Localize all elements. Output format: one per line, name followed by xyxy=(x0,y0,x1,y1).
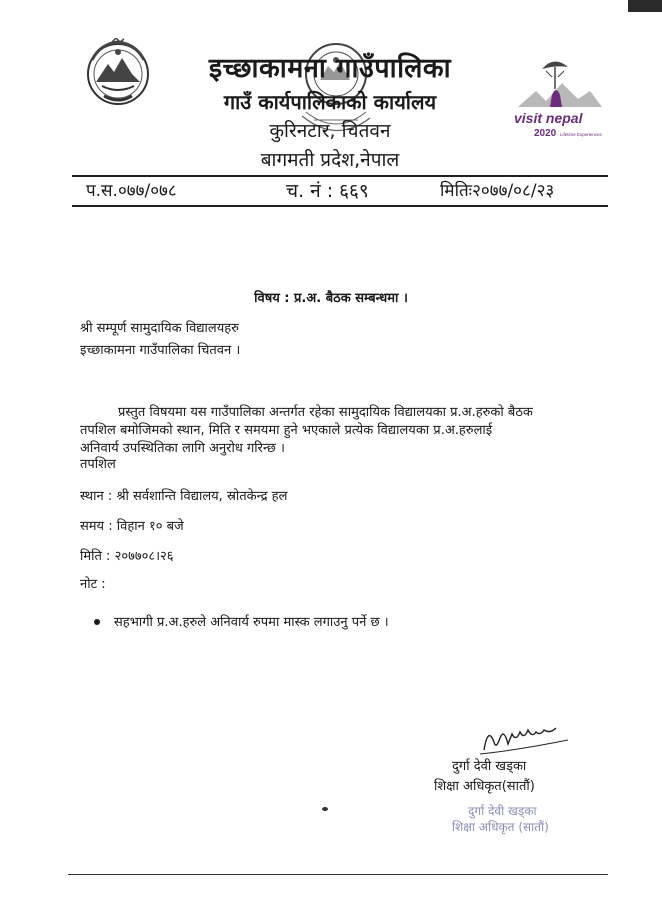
office-address: कुरिनटार, चितवन xyxy=(269,120,391,142)
letter-date: मितिः२०७७/०८/२३ xyxy=(440,181,555,201)
reference-bottom-rule xyxy=(72,205,608,207)
details-heading: तपशिल xyxy=(80,457,116,472)
meeting-date: मिति : २०७७०८।२६ xyxy=(80,549,174,564)
logo-year: 2020 xyxy=(534,128,557,139)
ink-speck xyxy=(322,807,328,811)
paragraph-line-2: तपशिल बमोजिमको स्थान, मिति र समयमा हुने भएकाले प्रत्येक विद्यालयका प्र.अ.हरुलाई xyxy=(80,423,493,438)
bullet-icon xyxy=(94,619,100,625)
paragraph-line-3: अनिवार्य उपस्थितिका लागि अनुरोध गरिन्छ । xyxy=(80,441,285,456)
footer-rule xyxy=(68,874,608,875)
dispatch-number: च. नं : ६६९ xyxy=(286,180,369,202)
municipality-name: इच्छाकामना गाउँपालिका xyxy=(208,53,452,84)
note-item: सहभागी प्र.अ.हरुले अनिवार्य रुपमा मास्क लगाउनु पर्ने छ । xyxy=(114,615,389,630)
signatory-name: दुर्गा देवी खड्का xyxy=(452,759,527,774)
nepal-emblem-icon xyxy=(82,38,154,108)
reference-row xyxy=(86,177,586,203)
reference-number: प.स.०७७/०७८ xyxy=(86,181,177,201)
stamp-designation: शिक्षा अधिकृत (सातौं) xyxy=(452,820,549,834)
handwritten-signature-icon xyxy=(478,720,574,760)
stamp-name: दुर्गा देवी खड्का xyxy=(468,804,537,818)
logo-tagline: Lifetime Experiences xyxy=(560,132,602,137)
office-name: गाउँ कार्यपालिकाको कार्यालय xyxy=(223,90,437,114)
letter-subject: विषय : प्र.अ. बैठक सम्बन्धमा । xyxy=(254,291,408,306)
recipient-line-1: श्री सम्पूर्ण सामुदायिक विद्यालयहरु xyxy=(80,321,239,336)
scan-corner xyxy=(628,0,662,12)
paragraph-line-1: प्रस्तुत विषयमा यस गाउँपालिका अन्तर्गत रहेका सामुदायिक विद्यालयका प्र.अ.हरुको बैठक xyxy=(118,405,533,420)
province-line: बागमती प्रदेश,नेपाल xyxy=(260,149,400,171)
visit-nepal-logo-icon xyxy=(512,55,604,139)
note-heading: नोट : xyxy=(80,577,106,592)
logo-wordmark: visit nepal xyxy=(514,110,583,126)
recipient-line-2: इच्छाकामना गाउँपालिका चितवन । xyxy=(80,343,241,358)
meeting-time: समय : विहान १० बजे xyxy=(80,519,184,534)
meeting-venue: स्थान : श्री सर्वशान्ति विद्यालय, स्रोतकेन्द्र हल xyxy=(80,489,288,504)
signatory-designation: शिक्षा अधिकृत(सातौं) xyxy=(434,779,535,794)
